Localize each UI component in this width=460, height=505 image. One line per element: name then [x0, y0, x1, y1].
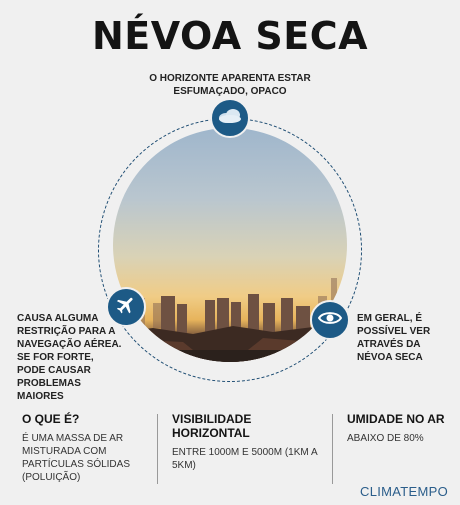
section-text: É UMA MASSA DE AR MISTURADA COM PARTÍCULAS SÓLIDAS (POLUIÇÃO)	[22, 433, 130, 483]
cloud-badge	[210, 98, 250, 138]
section-text: ENTRE 1000M E 5000M (1KM A 5KM)	[172, 447, 318, 471]
section-visibility	[172, 412, 322, 472]
section-heading: VISIBILIDADE HORIZONTAL	[172, 412, 252, 440]
info-sections	[0, 412, 460, 487]
caption-visibility: EM GERAL, É POSSÍVEL VER ATRAVÉS DA NÉVOA SECA	[357, 313, 431, 363]
caption-horizon: O HORIZONTE APARENTA ESTAR ESFUMAÇADO, OPACO	[149, 73, 311, 97]
eye-badge	[310, 300, 350, 340]
page-title: NÉVOA SECA	[91, 14, 369, 58]
section-text: ABAIXO DE 80%	[347, 433, 424, 444]
section-what-is	[22, 412, 142, 484]
caption-aviation: CAUSA ALGUMA RESTRIÇÃO PARA A NAVEGAÇÃO AÉREA. SE FOR FORTE, PODE CAUSAR PROBLEMAS MAIORES	[17, 313, 122, 402]
section-humidity	[347, 412, 447, 445]
section-heading: UMIDADE NO AR	[347, 412, 445, 426]
cloud-icon	[217, 108, 243, 129]
divider	[332, 414, 333, 484]
divider	[157, 414, 158, 484]
brand-logo: CLIMATEMPO	[360, 484, 448, 499]
section-heading: O QUE É?	[22, 412, 80, 426]
eye-icon	[318, 310, 342, 331]
